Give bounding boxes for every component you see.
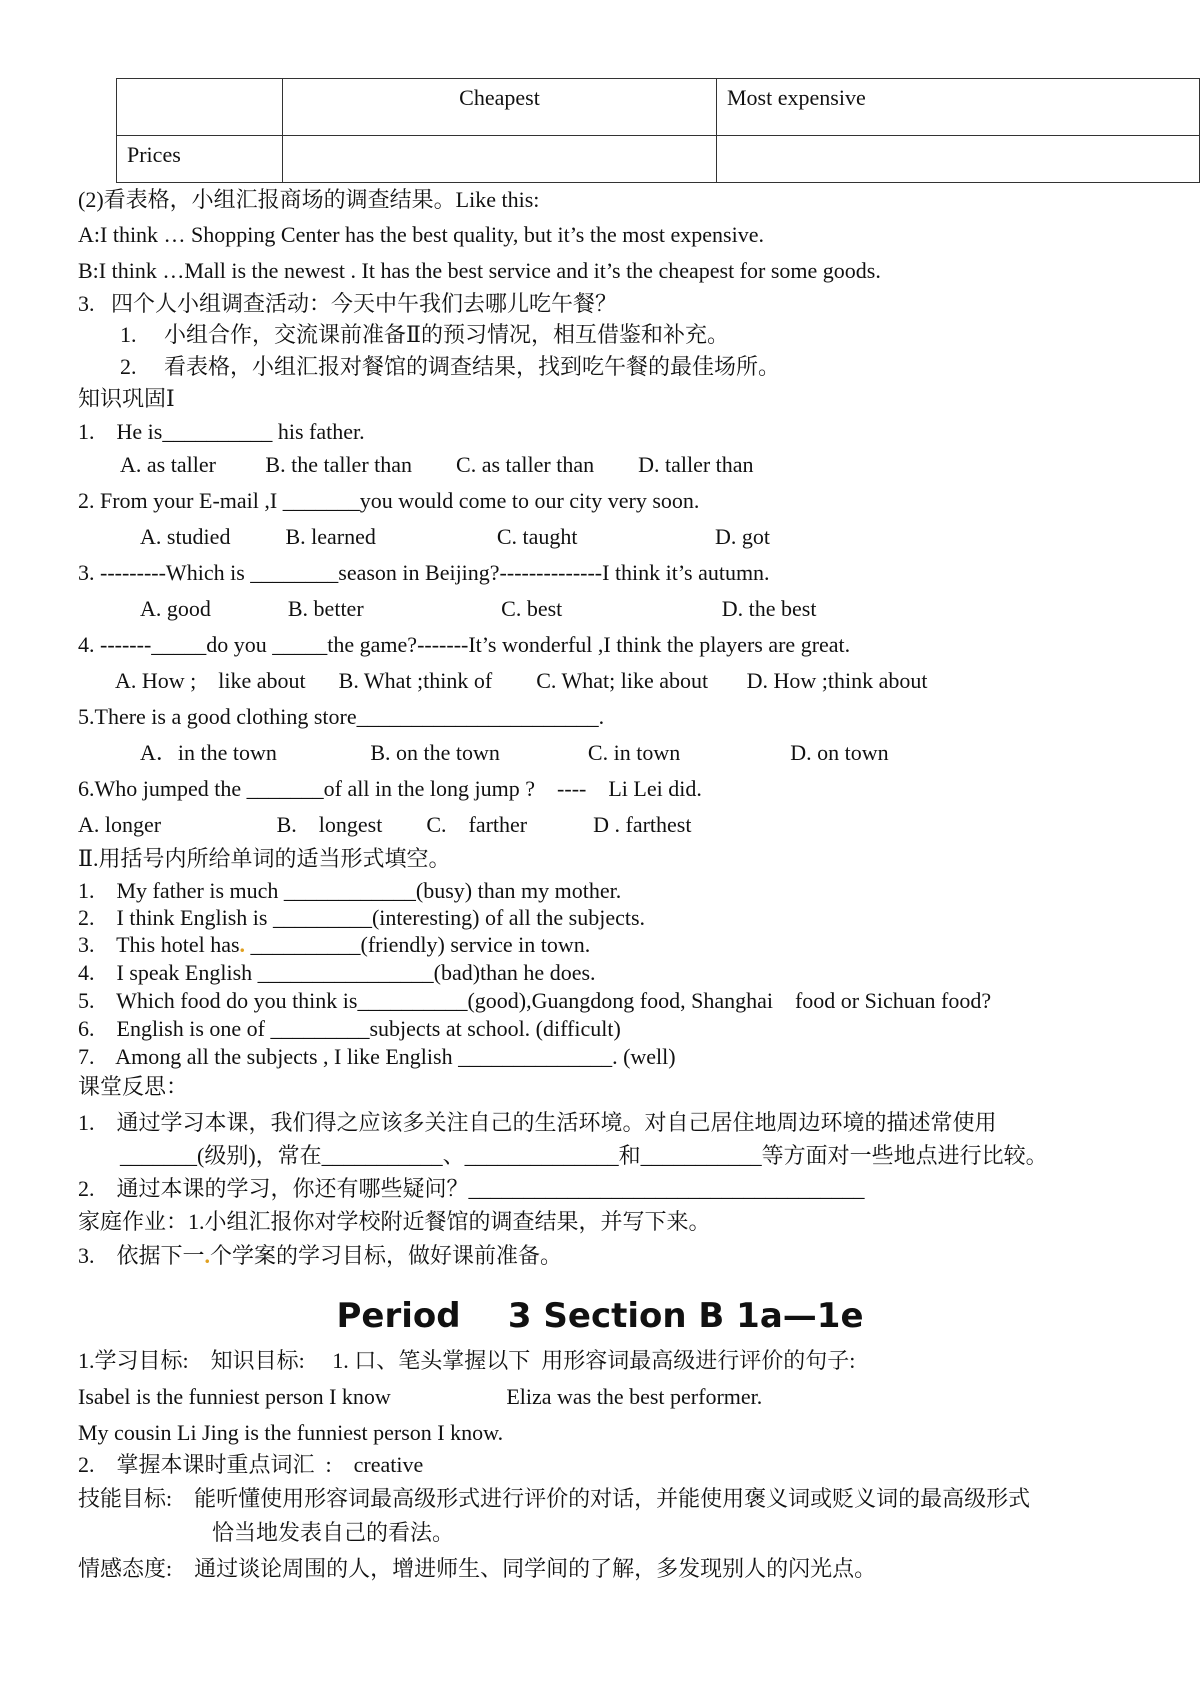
fill-in-item: 4. I speak English ________________(bad)than he does. (78, 960, 596, 985)
example-line-b: B:I think …Mall is the newest . It has the best service and it’s the cheapest for some goods. (78, 258, 881, 283)
question-5: 5.There is a good clothing store______________________. (78, 704, 605, 729)
table-header-row (117, 79, 1200, 136)
skill-objectives: 技能目标: 能听懂使用形容词最高级形式进行评价的对话，并能使用褒义词或贬义词的最高级形式 (78, 1486, 1031, 1511)
question-6-options: A. longer B. longest C. farther D . farthest (78, 812, 692, 837)
table-cell (717, 136, 1200, 183)
homework-item-3 (78, 1243, 562, 1269)
section-heading-fill-in: Ⅱ.用括号内所给单词的适当形式填空。 (78, 846, 451, 871)
reflection-item-1-continued: _______(级别)，常在___________、______________和___________等方面对一些地点进行比较。 (120, 1143, 1048, 1168)
question-4-options: A. How ; like about B. What ;think of C. What; like about D. How ;think about (115, 668, 928, 693)
highlight-dot: . (239, 932, 246, 957)
reflection-item-1: 1. 通过学习本课，我们得之应该多关注自己的生活环境。对自己居住地周边环境的描述常使用 (78, 1110, 997, 1135)
fill-in-item-text: 3. This hotel has (78, 932, 240, 957)
question-1-options: A. as taller B. the taller than C. as taller than D. taller than (120, 452, 754, 477)
table-header-cell: Most expensive (717, 79, 1200, 136)
table-header-cell (117, 79, 283, 136)
example-sentences: Isabel is the funniest person I know Eliza was the best performer. (78, 1384, 763, 1409)
table-row (117, 136, 1200, 183)
question-6: 6.Who jumped the _______of all in the long jump ? ---- Li Lei did. (78, 776, 702, 801)
example-sentence: My cousin Li Jing is the funniest person I know. (78, 1420, 504, 1445)
question-2-options: A. studied B. learned C. taught D. got (140, 524, 771, 549)
report-instruction: (2)看表格，小组汇报商场的调查结果。Like this: (78, 187, 540, 212)
section-heading-knowledge: 知识巩固Ⅰ (78, 386, 175, 411)
table-row-label: Prices (117, 136, 283, 183)
attitude-objectives: 情感态度: 通过谈论周围的人，增进师生、同学间的了解，多发现别人的闪光点。 (78, 1556, 877, 1581)
homework: 家庭作业：1.小组汇报你对学校附近餐馆的调查结果，并写下来。 (78, 1209, 711, 1234)
fill-in-item: 2. I think English is _________(interesting) of all the subjects. (78, 905, 646, 930)
reflection-item-2: 2. 通过本课的学习，你还有哪些疑问？____________________________________ (78, 1176, 865, 1201)
example-line-a: A:I think … Shopping Center has the best quality, but it’s the most expensive. (78, 222, 764, 247)
key-vocabulary: 2. 掌握本课时重点词汇 : creative (78, 1452, 424, 1477)
period-title: Period 3 Section B 1a—1e (336, 1296, 864, 1336)
section-heading-reflection: 课堂反思： (78, 1074, 189, 1099)
fill-in-item: 5. Which food do you think is__________(good),Guangdong food, Shanghai food or Sichuan food? (78, 988, 992, 1013)
question-1: 1. He is__________ his father. (78, 419, 365, 444)
skill-objectives-continued: 恰当地发表自己的看法。 (212, 1520, 455, 1545)
activity-3-step-2: 2. 看表格，小组汇报对餐馆的调查结果，找到吃午餐的最佳场所。 (120, 354, 781, 379)
question-4: 4. -------_____do you _____the game?-------It’s wonderful ,I think the players are great. (78, 632, 851, 657)
fill-in-item: 7. Among all the subjects , I like English ______________. (well) (78, 1044, 676, 1069)
fill-in-item (78, 932, 590, 958)
fill-in-item-text: __________(friendly) service in town. (245, 932, 591, 957)
question-3-options: A. good B. better C. best D. the best (140, 596, 817, 621)
table-header-cell: Cheapest (283, 79, 717, 136)
price-survey-table (116, 78, 1200, 183)
homework-item-3-text: 3. 依据下一 (78, 1243, 205, 1268)
activity-3-title: 3. 四个人小组调查活动：今天中午我们去哪儿吃午餐？ (78, 291, 618, 316)
activity-3-step-1: 1. 小组合作，交流课前准备Ⅱ的预习情况，相互借鉴和补充。 (120, 322, 729, 347)
fill-in-item: 6. English is one of _________subjects at school. (difficult) (78, 1016, 621, 1041)
question-5-options: A．in the town B. on the town C. in town D. on town (140, 740, 889, 765)
question-3: 3. ---------Which is ________season in Beijing?--------------I think it’s autumn. (78, 560, 770, 585)
fill-in-item: 1. My father is much ____________(busy) than my mother. (78, 878, 622, 903)
table-cell (283, 136, 717, 183)
question-2: 2. From your E-mail ,I _______you would come to our city very soon. (78, 488, 700, 513)
learning-objectives: 1.学习目标: 知识目标: 1. 口、笔头掌握以下 用形容词最高级进行评价的句子: (78, 1348, 856, 1373)
highlight-dot: . (204, 1243, 211, 1268)
homework-item-3-text: 个学案的学习目标，做好课前准备。 (210, 1243, 563, 1268)
